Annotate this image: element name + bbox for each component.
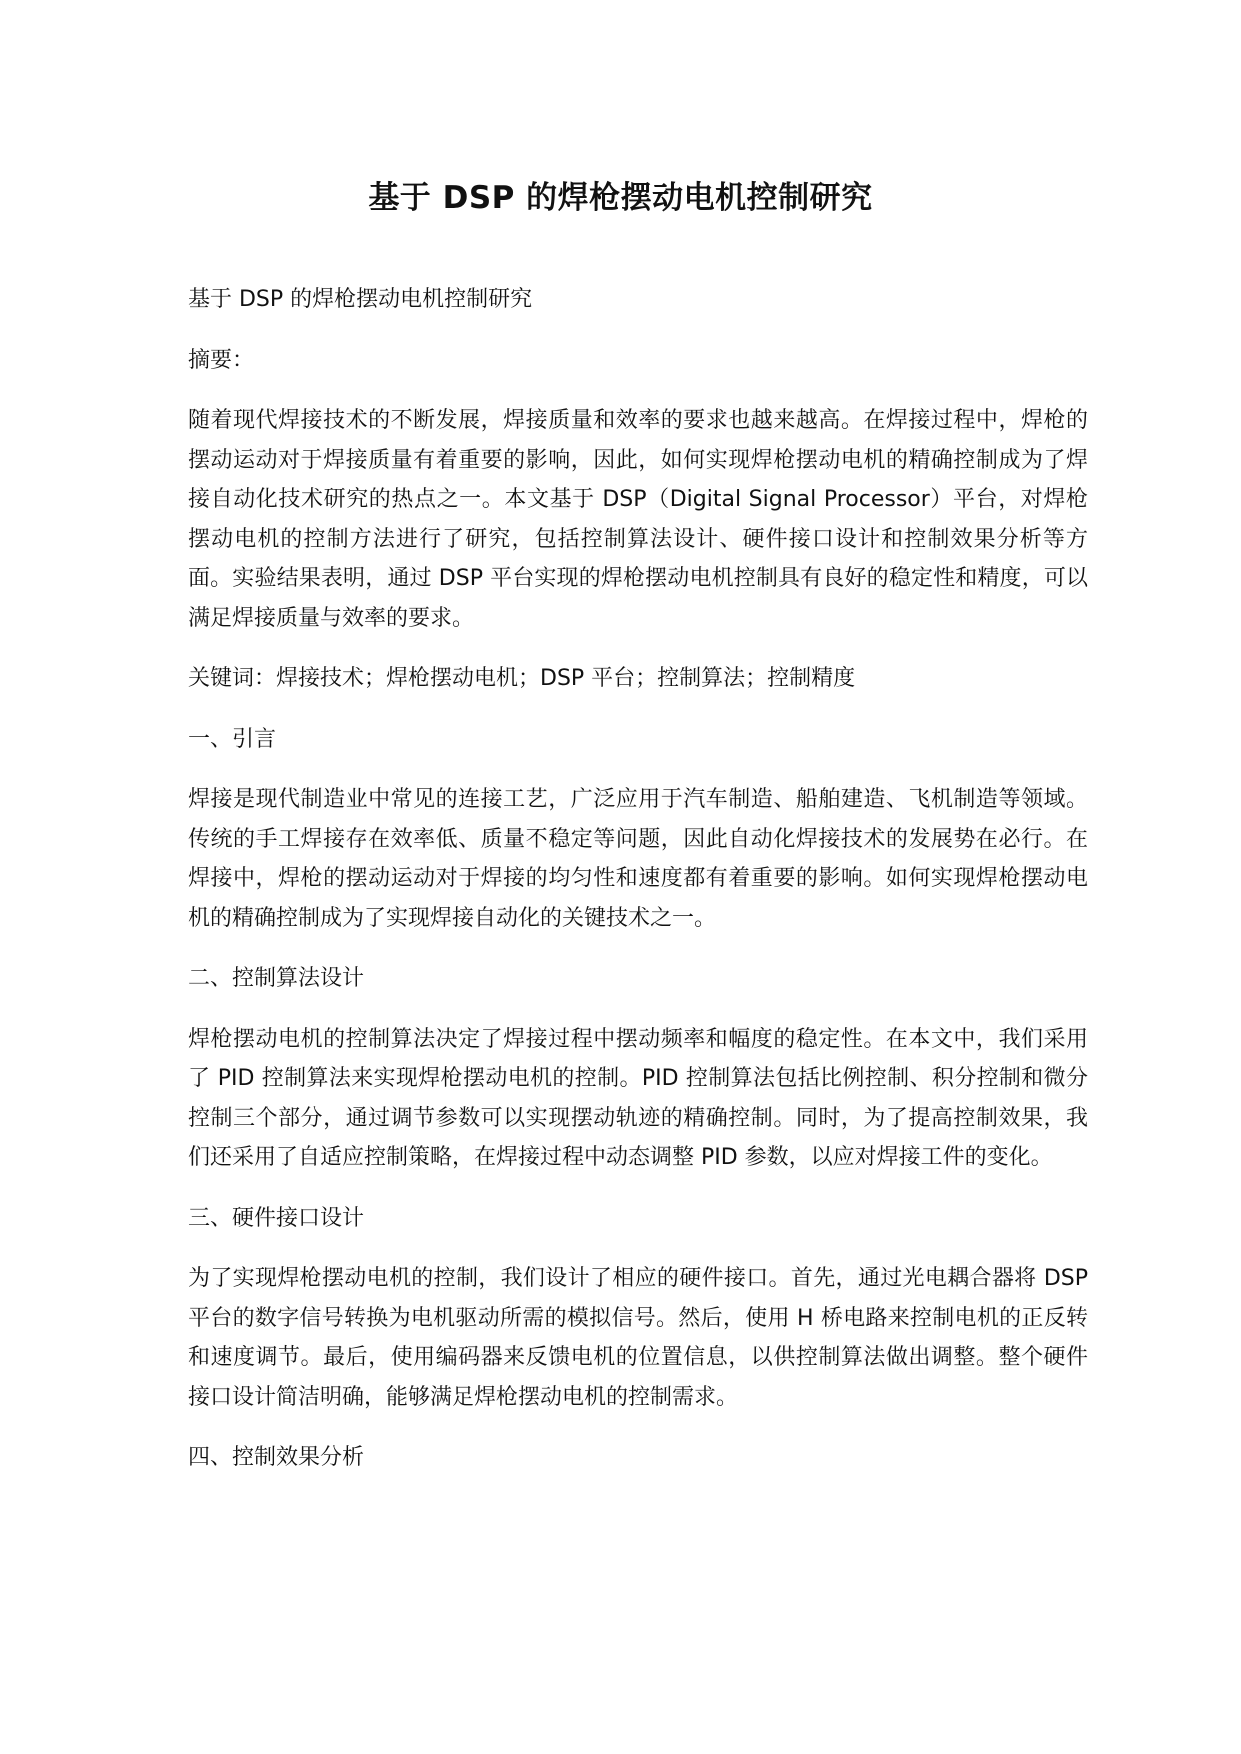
section-paragraph-hardware-interface: 为了实现焊枪摆动电机的控制，我们设计了相应的硬件接口。首先，通过光电耦合器将 DSP 平台的数字信号转换为电机驱动所需的模拟信号。然后，使用 H 桥电路来控制电机的正反转和速度调节。最后，使用编码器来反馈电机的位置信息，以供控制算法做出调整。整个硬件接口设计简洁明确，能够满足焊枪摆动电机的控制需求。 <box>188 1266 1088 1410</box>
document-subtitle: 基于 DSP 的焊枪摆动电机控制研究 <box>188 287 533 312</box>
section-heading-hardware-interface: 三、硬件接口设计 <box>188 1205 365 1231</box>
section-heading-control-effect: 四、控制效果分析 <box>188 1445 365 1470</box>
document-body <box>188 280 1088 1499</box>
abstract-label: 摘要： <box>188 347 255 373</box>
keywords-line: 关键词：焊接技术；焊枪摆动电机；DSP 平台；控制算法；控制精度 <box>188 666 856 691</box>
document-title: 基于 DSP 的焊枪摆动电机控制研究 <box>368 180 873 216</box>
abstract-paragraph: 随着现代焊接技术的不断发展，焊接质量和效率的要求也越来越高。在焊接过程中，焊枪的摆动运动对于焊接质量有着重要的影响，因此，如何实现焊枪摆动电机的精确控制成为了焊接自动化技术研究的热点之一。本文基于 DSP（Digital Signal Processor）平台，对焊枪摆动电机的控制方法进行了研究，包括控制算法设计、硬件接口设计和控制效果分析等方面。实验结果表明，通过 DSP 平台实现的焊枪摆动电机控制具有良好的稳定性和精度，可以满足焊接质量与效率的要求。 <box>188 408 1088 631</box>
section-paragraph-control-algorithm: 焊枪摆动电机的控制算法决定了焊接过程中摆动频率和幅度的稳定性。在本文中，我们采用了 PID 控制算法来实现焊枪摆动电机的控制。PID 控制算法包括比例控制、积分控制和微分控制三个部分，通过调节参数可以实现摆动轨迹的精确控制。同时，为了提高控制效果，我们还采用了自适应控制策略，在焊接过程中动态调整 PID 参数，以应对焊接工件的变化。 <box>188 1026 1088 1170</box>
section-heading-introduction: 一、引言 <box>188 726 277 752</box>
section-paragraph-introduction: 焊接是现代制造业中常见的连接工艺，广泛应用于汽车制造、船舶建造、飞机制造等领域。传统的手工焊接存在效率低、质量不稳定等问题，因此自动化焊接技术的发展势在必行。在焊接中，焊枪的摆动运动对于焊接的均匀性和速度都有着重要的影响。如何实现焊枪摆动电机的精确控制成为了实现焊接自动化的关键技术之一。 <box>188 787 1088 931</box>
section-heading-control-algorithm: 二、控制算法设计 <box>188 966 365 991</box>
